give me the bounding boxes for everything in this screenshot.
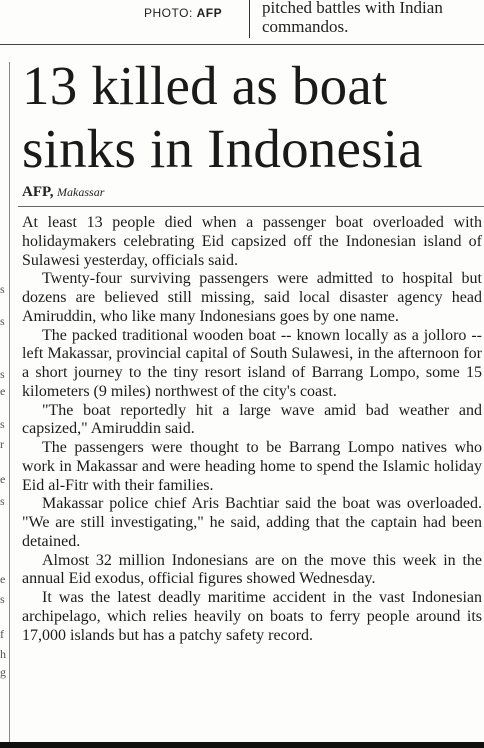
article-paragraph: The packed traditional wooden boat -- known locally as a jolloro -- left Makassar, provincial capital of South Sulawesi, in the afternoon for a short journey to the tiny resort island of Barrang Lompo, some 15 kilometers (9 miles) northwest of the city's coast. xyxy=(22,326,482,400)
article-body xyxy=(22,214,482,645)
column-divider xyxy=(249,0,250,38)
fragment-letter: s xyxy=(0,417,5,431)
column-divider-left xyxy=(9,62,10,742)
fragment-letter: s xyxy=(0,592,5,606)
photo-credit xyxy=(144,6,222,20)
fragment-letter: e xyxy=(0,472,6,486)
fragment-letter: s xyxy=(0,367,5,381)
article-headline xyxy=(22,54,482,180)
article-paragraph: Twenty-four surviving passengers were admitted to hospital but dozens are believed still missing, said local disaster agency head Amiruddin, who like many Indonesians goes by one name. xyxy=(22,270,482,325)
byline-place: Makassar xyxy=(57,185,105,199)
fragment-letter: f xyxy=(0,627,4,641)
article-paragraph: "The boat reportedly hit a large wave amid bad weather and capsized," Amiruddin said. xyxy=(22,401,482,438)
headline-line: sinks in Indonesia xyxy=(22,118,423,179)
fragment-letter: r xyxy=(0,437,4,451)
byline-rule xyxy=(18,206,484,207)
page-bottom-border xyxy=(0,742,484,748)
adjacent-column-fragments xyxy=(0,62,9,732)
article-paragraph: Almost 32 million Indonesians are on the move this week in the annual Eid exodus, official figures showed Wednesday. xyxy=(22,551,482,588)
fragment-letter: g xyxy=(0,665,6,679)
byline xyxy=(22,184,104,201)
fragment-letter: h xyxy=(0,647,6,661)
fragment-letter: s xyxy=(0,282,5,296)
previous-article-line: commandos. xyxy=(262,17,349,36)
previous-article-strip xyxy=(0,0,484,44)
article-paragraph: The passengers were thought to be Barrang Lompo natives who work in Makassar and were heading home to spend the Islamic holiday Eid al-Fitr with their families. xyxy=(22,439,482,494)
previous-article-line: pitched battles with Indian xyxy=(262,0,443,17)
article-paragraph: At least 13 people died when a passenger boat overloaded with holidaymakers celebrating Eid capsized off the Indonesian island of Sulawesi yesterday, officials said. xyxy=(22,214,482,269)
fragment-letter: s xyxy=(0,314,5,328)
article-paragraph: Makassar police chief Aris Bachtiar said the boat was overloaded. "We are still investigating," he said, adding that the captain had been detained. xyxy=(22,495,482,550)
photo-source: AFP xyxy=(196,6,223,20)
headline-line: 13 killed as boat xyxy=(22,55,388,116)
fragment-letter: s xyxy=(0,494,5,508)
byline-agency: AFP, xyxy=(22,184,54,200)
fragment-letter: e xyxy=(0,572,6,586)
section-rule xyxy=(0,44,484,45)
previous-article-text xyxy=(262,0,482,36)
fragment-letter: e xyxy=(0,384,6,398)
article-paragraph: It was the latest deadly maritime accident in the vast Indonesian archipelago, which relies heavily on boats to ferry people around its 17,000 islands but has a patchy safety record. xyxy=(22,589,482,644)
photo-label: PHOTO: xyxy=(144,6,193,20)
